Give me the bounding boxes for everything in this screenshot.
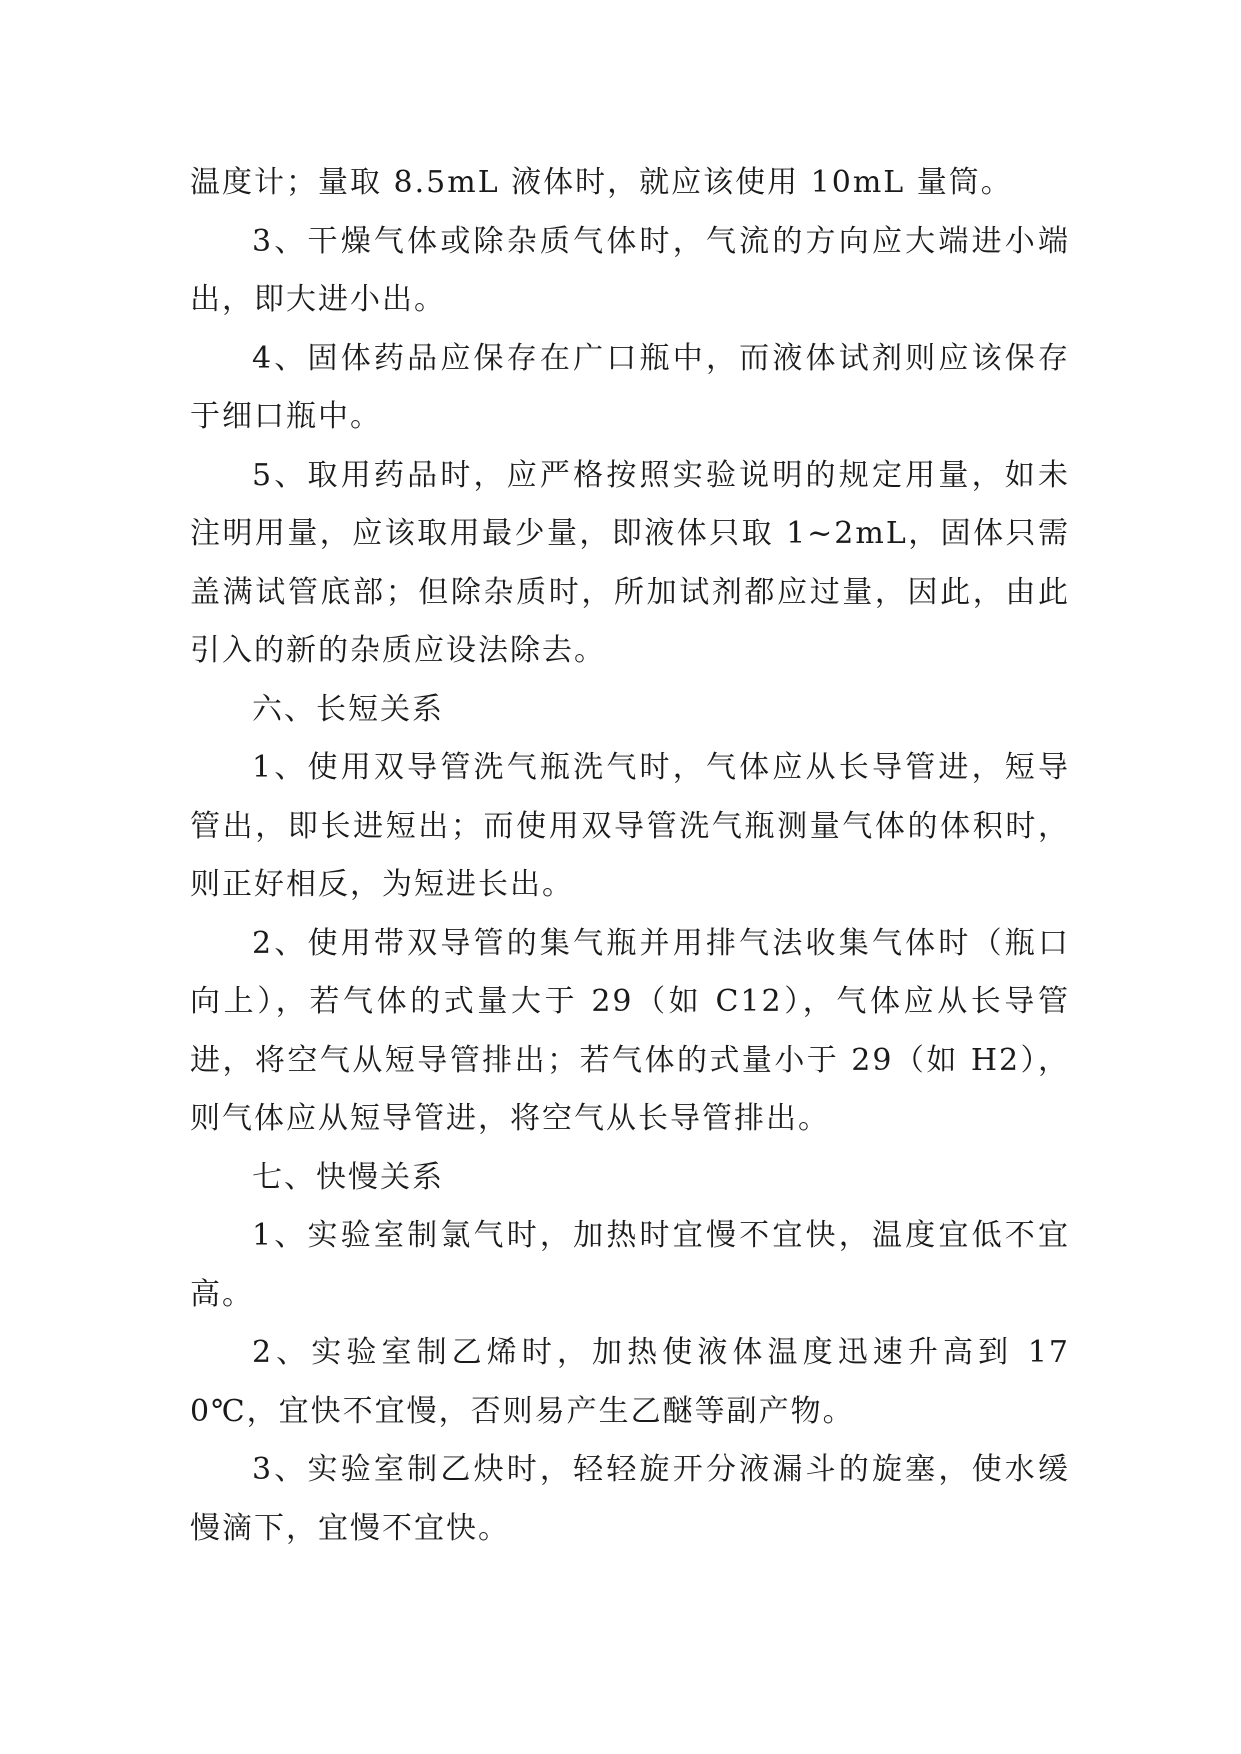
section-heading-fast-slow: 七、快慢关系 [252,1159,444,1195]
section-heading-long-short: 六、长短关系 [252,691,444,727]
paragraph-continuation: 温度计；量取 8.5mL 液体时，就应该使用 10mL 量筒。 [190,165,1013,200]
paragraph-item-5-dosage: 5、取用药品时，应严格按照实验说明的规定用量，如未注明用量，应该取用最少量，即液体只取 1~2mL，固体只需盖满试管底部；但除杂质时，所加试剂都应过量，因此，由此引入的新的杂质应设法除去。 [190,457,1070,668]
paragraph-item-2-gas-collection: 2、使用带双导管的集气瓶并用排气法收集气体时（瓶口向上），若气体的式量大于 29（如 C12），气体应从长导管进，将空气从短导管排出；若气体的式量小于 29（如 H2），则气体应从短导管进，将空气从长导管排出。 [190,925,1070,1136]
document-body [190,154,1070,1558]
paragraph-item-3-drying: 3、干燥气体或除杂质气体时，气流的方向应大端进小端出，即大进小出。 [190,223,1070,317]
paragraph-item-1-gas-washing: 1、使用双导管洗气瓶洗气时，气体应从长导管进，短导管出，即长进短出；而使用双导管洗气瓶测量气体的体积时，则正好相反，为短进长出。 [190,750,1070,902]
paragraph-item-2-ethylene: 2、实验室制乙烯时，加热使液体温度迅速升高到 170℃，宜快不宜慢，否则易产生乙醚等副产物。 [190,1335,1070,1429]
paragraph-item-3-acetylene: 3、实验室制乙炔时，轻轻旋开分液漏斗的旋塞，使水缓慢滴下，宜慢不宜快。 [190,1452,1070,1546]
paragraph-item-4-storage: 4、固体药品应保存在广口瓶中，而液体试剂则应该保存于细口瓶中。 [190,340,1070,434]
paragraph-item-1-chlorine: 1、实验室制氯气时，加热时宜慢不宜快，温度宜低不宜高。 [190,1218,1070,1312]
